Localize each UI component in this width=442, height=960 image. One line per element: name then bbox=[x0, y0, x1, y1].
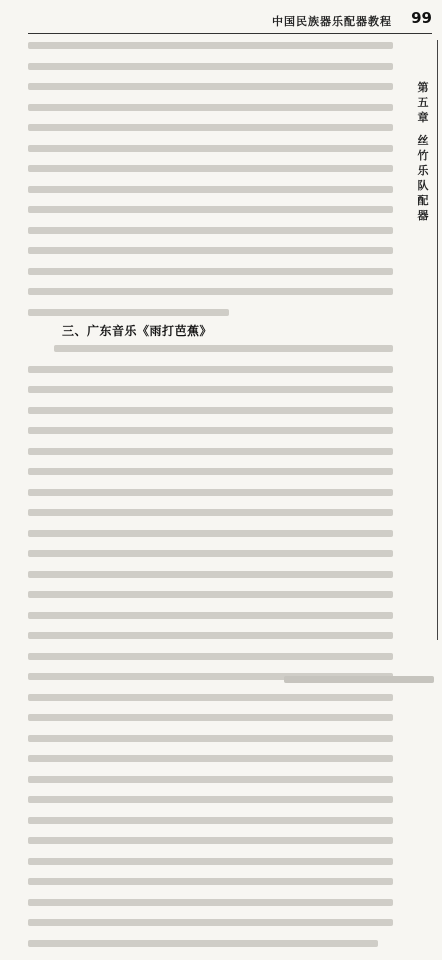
page-header bbox=[0, 0, 442, 40]
side-tab-char: 丝 bbox=[417, 134, 429, 147]
text-line-placeholder bbox=[28, 591, 393, 598]
text-line-placeholder bbox=[28, 407, 393, 414]
side-tab-char: 器 bbox=[417, 209, 429, 222]
book-title: 中国民族器乐配器教程 bbox=[272, 15, 392, 28]
text-line-placeholder bbox=[54, 345, 393, 352]
text-line-placeholder bbox=[28, 776, 393, 783]
text-line-placeholder bbox=[28, 42, 393, 49]
side-tab-char: 章 bbox=[417, 111, 429, 124]
side-tab-char: 乐 bbox=[417, 164, 429, 177]
text-line-placeholder bbox=[28, 165, 393, 172]
text-line-placeholder bbox=[28, 632, 393, 639]
text-line-placeholder bbox=[28, 571, 393, 578]
text-line-placeholder bbox=[28, 489, 393, 496]
text-line-placeholder bbox=[28, 878, 393, 885]
text-line-placeholder bbox=[28, 468, 393, 475]
text-line-placeholder bbox=[28, 509, 393, 516]
text-line-placeholder bbox=[28, 386, 393, 393]
text-line-placeholder bbox=[28, 919, 393, 926]
text-line-placeholder bbox=[28, 796, 393, 803]
text-line-placeholder bbox=[28, 288, 393, 295]
text-line-placeholder bbox=[28, 735, 393, 742]
section-heading: 三、广东音乐《雨打芭蕉》 bbox=[62, 324, 213, 338]
text-line-placeholder bbox=[28, 817, 393, 824]
text-line-placeholder bbox=[28, 755, 393, 762]
text-line-placeholder bbox=[28, 714, 393, 721]
paragraph-placeholder bbox=[28, 42, 393, 329]
page-number: 99 bbox=[411, 9, 432, 27]
text-line-placeholder bbox=[28, 145, 393, 152]
side-tab-char: 竹 bbox=[417, 149, 429, 162]
text-line-placeholder bbox=[28, 940, 378, 947]
text-line-placeholder bbox=[28, 530, 393, 537]
text-line-placeholder bbox=[28, 448, 393, 455]
side-tab-char: 五 bbox=[417, 96, 429, 109]
chapter-side-tab bbox=[412, 80, 434, 223]
side-tab-char: 队 bbox=[417, 179, 429, 192]
text-line-placeholder bbox=[28, 227, 393, 234]
text-line-placeholder bbox=[28, 104, 393, 111]
text-line-placeholder bbox=[28, 309, 229, 316]
text-line-placeholder bbox=[28, 427, 393, 434]
side-tab-char: 配 bbox=[417, 194, 429, 207]
side-tab-char: 第 bbox=[417, 81, 429, 94]
chapter-number bbox=[418, 80, 429, 125]
text-line-placeholder bbox=[28, 186, 393, 193]
text-line-placeholder bbox=[28, 63, 393, 70]
side-divider bbox=[437, 40, 438, 640]
watermark-placeholder bbox=[284, 676, 434, 683]
text-line-placeholder bbox=[28, 858, 393, 865]
text-line-placeholder bbox=[28, 550, 393, 557]
paragraph-placeholder bbox=[28, 345, 393, 960]
chapter-title bbox=[418, 133, 429, 223]
text-line-placeholder bbox=[28, 268, 393, 275]
text-line-placeholder bbox=[28, 83, 393, 90]
text-line-placeholder bbox=[28, 247, 393, 254]
text-line-placeholder bbox=[28, 899, 393, 906]
text-line-placeholder bbox=[28, 124, 393, 131]
header-divider bbox=[28, 33, 432, 34]
text-line-placeholder bbox=[28, 694, 393, 701]
text-line-placeholder bbox=[28, 206, 393, 213]
text-line-placeholder bbox=[28, 653, 393, 660]
text-line-placeholder bbox=[28, 837, 393, 844]
text-line-placeholder bbox=[28, 366, 393, 373]
text-line-placeholder bbox=[28, 612, 393, 619]
